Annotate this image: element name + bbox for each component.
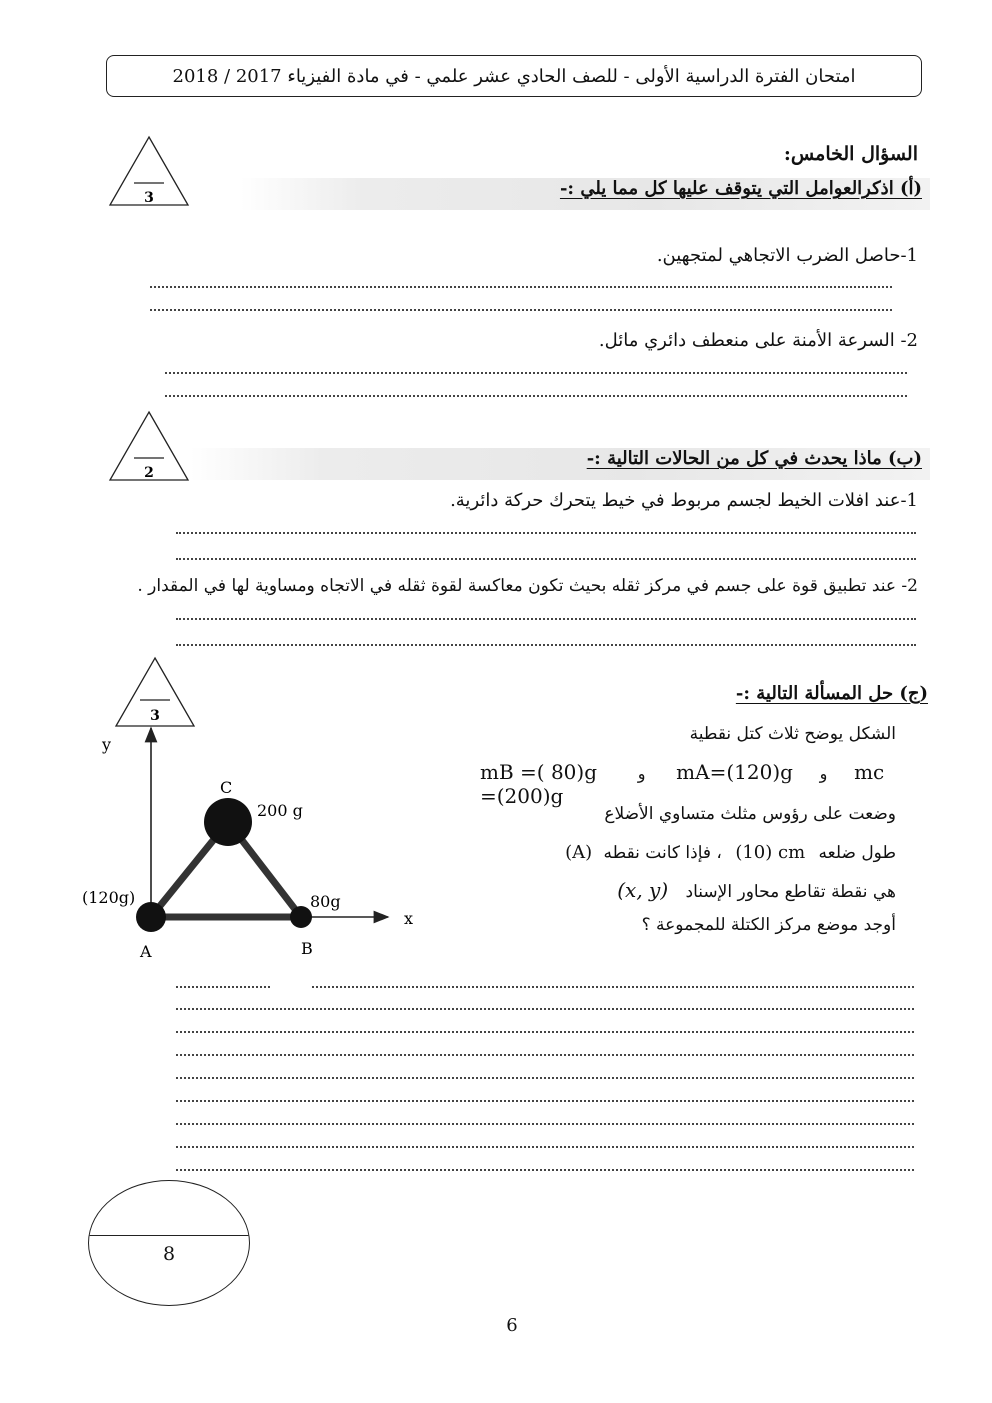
answer-line	[150, 286, 892, 288]
part-a-item-2: 2- السرعة الأمنة على منعطف دائري مائل.	[598, 330, 918, 351]
exam-header	[106, 55, 922, 97]
mark-c-value: 3	[150, 708, 160, 724]
condition-text: ، فإذا كانت نقطه	[603, 843, 722, 863]
answer-line	[176, 532, 916, 534]
answer-line	[176, 1169, 914, 1171]
answer-line	[176, 1123, 914, 1125]
mass-b: mB =( 80)g	[480, 760, 597, 784]
part-b-item-2: 2- عند تطبيق قوة على جسم في مركز ثقله بحيث تكون معاكسة لقوة ثقله في الاتجاه ومساوية لها في المقدار .	[137, 576, 918, 596]
total-mark-circle	[88, 1180, 250, 1306]
circle-divider	[89, 1235, 249, 1236]
point-a-ref: (A)	[565, 842, 593, 863]
y-axis-label: y	[102, 735, 112, 754]
answer-line	[176, 618, 916, 620]
answer-line	[165, 395, 907, 397]
answer-line	[176, 644, 916, 646]
mass-a: mA=(120)g	[676, 760, 793, 784]
mass-c: mc =(200)g	[480, 760, 885, 808]
axes-origin-text: هي نقطة تقاطع محاور الإسناد	[685, 882, 896, 902]
part-a-title-bg	[240, 178, 930, 210]
answer-line	[176, 1100, 914, 1102]
axes-xy: (x, y)	[617, 878, 669, 902]
mass-a-label: (120g)	[82, 888, 136, 907]
answer-line	[150, 309, 892, 311]
part-a-item-1: 1-حاصل الضرب الاتجاهي لمتجهين.	[656, 245, 918, 266]
exam-title: امتحان الفترة الدراسية الأولى - للصف الحادي عشر علمي - في مادة الفيزياء 2017 / 2018	[172, 65, 856, 87]
mark-triangle-b	[108, 410, 190, 482]
part-c-title-wrap	[736, 683, 928, 704]
problem-line-1: الشكل يوضح ثلاث كتل نقطية	[689, 724, 896, 744]
answer-line	[176, 1008, 914, 1010]
answer-line	[176, 986, 270, 988]
total-mark-value: 8	[162, 1243, 176, 1265]
mark-triangle-c	[114, 656, 196, 728]
problem-line-2	[480, 760, 900, 808]
and-word: و	[819, 764, 828, 783]
side-length-value: (10) cm	[735, 842, 806, 863]
vertex-c-label: C	[220, 778, 233, 797]
part-b-title: (ب) ماذا يحدث في كل من الحالات التالية :-	[586, 448, 922, 469]
vertex-a-label: A	[140, 942, 152, 961]
mass-a-dot	[136, 902, 166, 932]
mark-triangle-a	[108, 135, 190, 207]
mark-b-value: 2	[144, 465, 154, 481]
answer-line	[176, 1146, 914, 1148]
mark-a-value: 3	[144, 190, 154, 206]
answer-line	[165, 372, 907, 374]
question-heading: السؤال الخامس:	[783, 143, 918, 165]
answer-line	[312, 986, 914, 988]
mass-b-dot	[290, 906, 312, 928]
answer-line	[176, 558, 916, 560]
page-number: 6	[506, 1315, 518, 1336]
part-a-title: (أ) اذكرالعوامل التي يتوقف عليها كل مما يلي :-	[559, 178, 922, 199]
mass-c-label: 200 g	[257, 801, 303, 820]
side-length-text: طول ضلعه	[818, 843, 896, 863]
answer-line	[176, 1054, 914, 1056]
answer-line	[176, 1031, 914, 1033]
mass-c-dot	[204, 798, 252, 846]
vertex-b-label: B	[301, 939, 313, 958]
and-word: و	[637, 764, 646, 783]
part-c-title: (ج) حل المسألة التالية :-	[735, 683, 928, 704]
mass-triangle-diagram	[70, 720, 430, 970]
mass-b-label: 80g	[310, 892, 341, 911]
problem-line-5	[617, 878, 896, 902]
part-b-item-1: 1-عند افلات الخيط لجسم مربوط في خيط يتحرك حركة دائرية.	[450, 490, 918, 511]
problem-line-4	[565, 842, 896, 863]
part-b-title-bg	[190, 448, 930, 480]
answer-line	[176, 1077, 914, 1079]
x-axis-label: x	[404, 909, 414, 928]
problem-line-6: أوجد موضع مركز الكتلة للمجموعة ؟	[641, 915, 896, 935]
problem-line-3: وضعت على رؤوس مثلث متساوي الأضلاع	[604, 804, 896, 824]
